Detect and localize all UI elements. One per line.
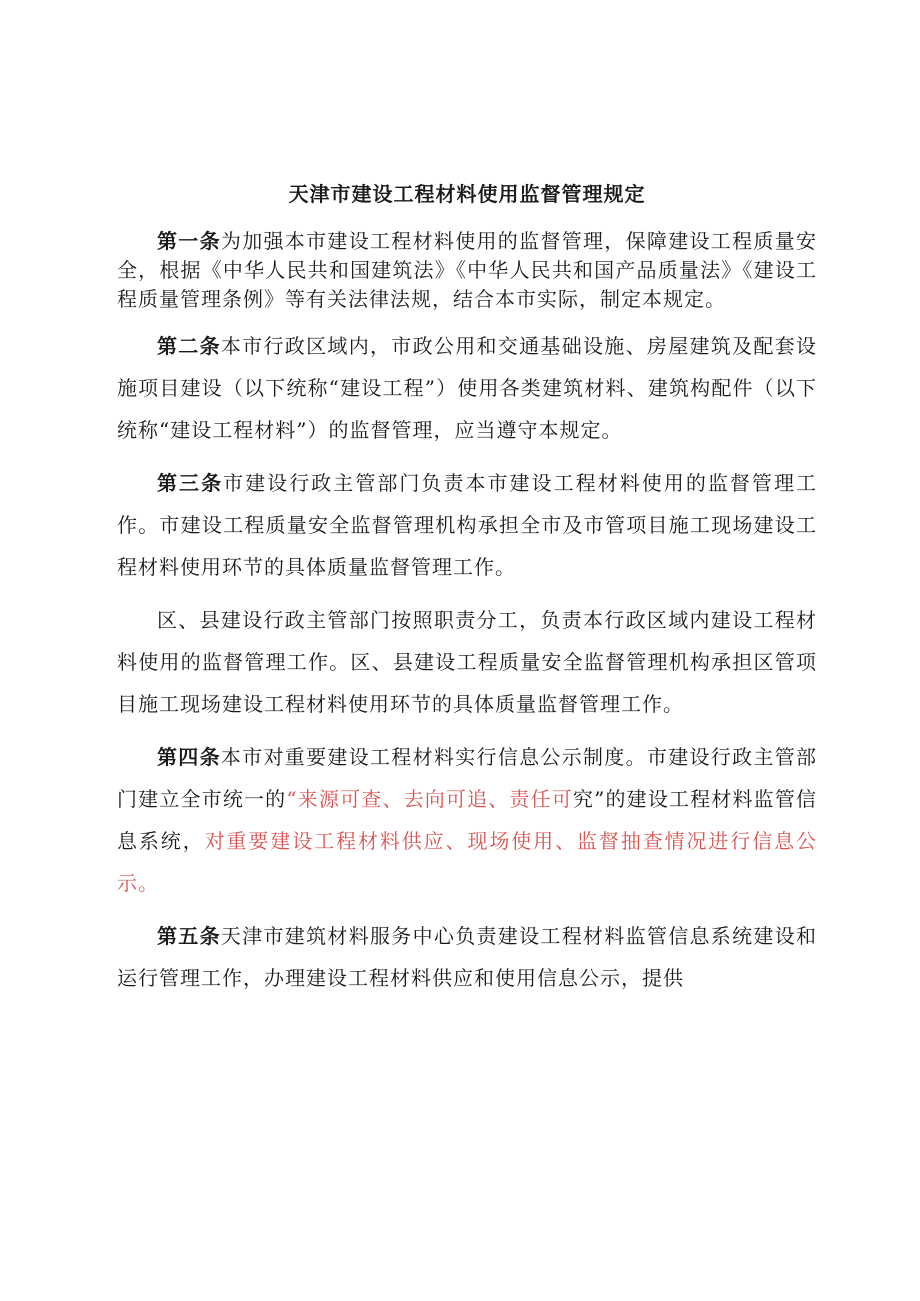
article-4-text-middle: 究”的建设工程材料监管信息系统，	[117, 787, 817, 853]
article-3-paragraph-2	[117, 599, 817, 725]
article-4	[117, 736, 817, 904]
article-4-highlight-2: 对重要建设工程材料供应、现场使用、监督抽查情况进行信息公示。	[117, 829, 818, 895]
article-4-label: 第四条	[157, 745, 221, 769]
article-3	[117, 462, 817, 588]
article-2-text: 本市行政区域内，市政公用和交通基础设施、房屋建筑及配套设施项目建设（以下统称“建设工程”）使用各类建筑材料、建筑构配件（以下统称“建设工程材料”）的监督管理，应当遵守本规定。	[117, 334, 818, 442]
article-5	[117, 915, 817, 999]
article-4-text-before: 本市对重要建设工程材料实行信息公示制度。市建设行政主管部门建立全市统一的	[117, 745, 818, 811]
article-5-label: 第五条	[157, 924, 221, 948]
article-1	[117, 227, 817, 314]
document-title: 天津市建设工程材料使用监督管理规定	[288, 182, 646, 206]
document-page	[117, 178, 817, 1010]
article-4-highlight-1: “来源可查、去向可追、责任可	[286, 787, 573, 811]
article-3-label: 第三条	[157, 471, 224, 495]
article-1-label: 第一条	[157, 229, 221, 253]
article-1-text: 为加强本市建设工程材料使用的监督管理，保障建设工程质量安全，根据《中华人民共和国建筑法》《中华人民共和国产品质量法》《建设工程质量管理条例》等有关法律法规，结合本市实际，制定本规定。	[117, 229, 818, 311]
article-2-label: 第二条	[157, 334, 221, 358]
article-3-paragraph-2-text: 区、县建设行政主管部门按照职责分工，负责本行政区域内建设工程材料使用的监督管理工作。区、县建设工程质量安全监督管理机构承担区管项目施工现场建设工程材料使用环节的具体质量监督管理工作。	[117, 608, 817, 716]
article-2	[117, 325, 817, 451]
article-5-text: 天津市建筑材料服务中心负责建设工程材料监管信息系统建设和运行管理工作，办理建设工程材料供应和使用信息公示，提供	[117, 924, 818, 990]
article-3-text: 市建设行政主管部门负责本市建设工程材料使用的监督管理工作。市建设工程质量安全监督管理机构承担全市及市管项目施工现场建设工程材料使用环节的具体质量监督管理工作。	[117, 471, 818, 579]
